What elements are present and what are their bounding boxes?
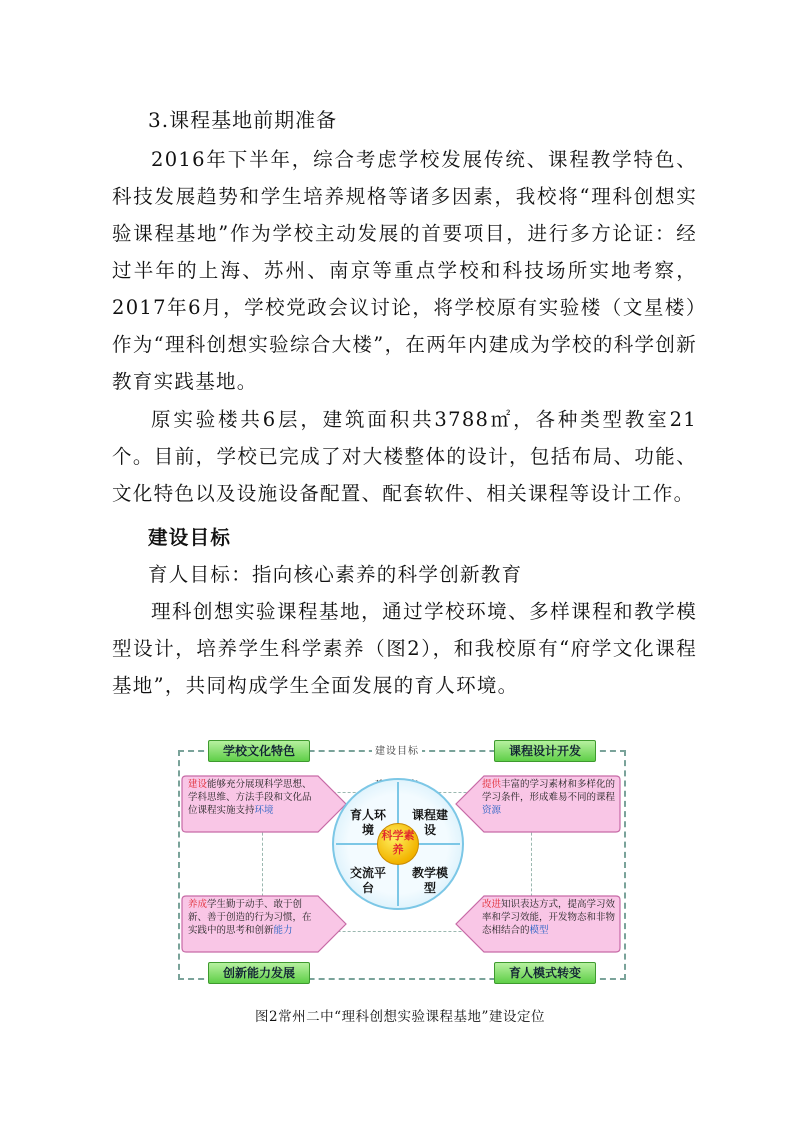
note-tail: 模型 [529, 925, 549, 936]
box-school-culture: 学校文化特色 [208, 740, 310, 762]
note-body: 知识表达方式，提高学习效率和学习效能，开发物态和非物态相结合的 [482, 899, 616, 936]
note-tail: 资源 [482, 805, 502, 816]
box-education-mode: 育人模式转变 [494, 962, 596, 984]
note-lead: 建设 [188, 779, 208, 790]
paragraph-building: 原实验楼共6层，建筑面积共3788㎡，各种类型教室21个。目前，学校已完成了对大楼整体的设计，包括布局、功能、文化特色以及设施设备配置、配套软件、相关课程等设计工作。 [112, 408, 697, 505]
box-course-design: 课程设计开发 [494, 740, 596, 762]
quadrant-teaching-model: 教学模型 [412, 866, 449, 895]
note-body: 丰富的学习素材和多样化的学习条件，形成难易不同的课程 [482, 779, 616, 803]
note-lead: 提供 [482, 779, 502, 790]
note-tail: 能力 [273, 925, 293, 936]
note-provide-resources [452, 772, 624, 836]
note-lead: 改进 [482, 899, 502, 910]
note-body: 学生勤于动手、敢于创新、善于创造的行为习惯，在实践中的思考和创新 [188, 899, 312, 936]
figure-construction-positioning [172, 736, 632, 986]
figure-caption: 图2常州二中“理科创想实验课程基地”建设定位 [255, 1009, 545, 1025]
quadrant-exchange-platform: 交流平台 [350, 866, 387, 895]
note-lead: 养成 [188, 899, 208, 910]
note-tail: 环境 [254, 805, 274, 816]
note-improve-model [452, 892, 624, 956]
core-label: 科学素养 [381, 829, 415, 856]
subheading-education-goal: 育人目标：指向核心素养的科学创新教育 [148, 563, 523, 586]
section-heading: 3.课程基地前期准备 [148, 108, 338, 132]
box-innovation-ability: 创新能力发展 [208, 962, 310, 984]
subheading-construction-goal: 建设目标 [148, 526, 232, 549]
quadrant-course-building: 课程建设 [412, 808, 449, 837]
outer-label: 建设目标 [372, 742, 422, 757]
paragraph-background: 2016年下半年，综合考虑学校发展传统、课程教学特色、科技发展趋势和学生培养规格等诸多因素，我校将“理科创想实验课程基地”作为学校主动发展的首要项目，进行多方论证：经过半年的上海、苏州、南京等重点学校和科技场所实地考察，2017年6月，学校党政会议讨论，将学校原有实验楼（文星楼）作为“理科创想实验综合大楼”，在两年内建成为学校的科学创新教育实践基地。 [112, 148, 697, 393]
note-build-environment [178, 772, 350, 836]
quadrant-education-environment: 育人环境 [350, 808, 387, 837]
note-body: 能够充分展现科学思想、学科思维、方法手段和文化品位课程实施支持 [188, 779, 312, 816]
paragraph-education-goal: 理科创想实验课程基地，通过学校环境、多样课程和教学模型设计，培养学生科学素养（图2），和我校原有“府学文化课程基地”，共同构成学生全面发展的育人环境。 [112, 600, 697, 697]
note-develop-ability [178, 892, 350, 956]
